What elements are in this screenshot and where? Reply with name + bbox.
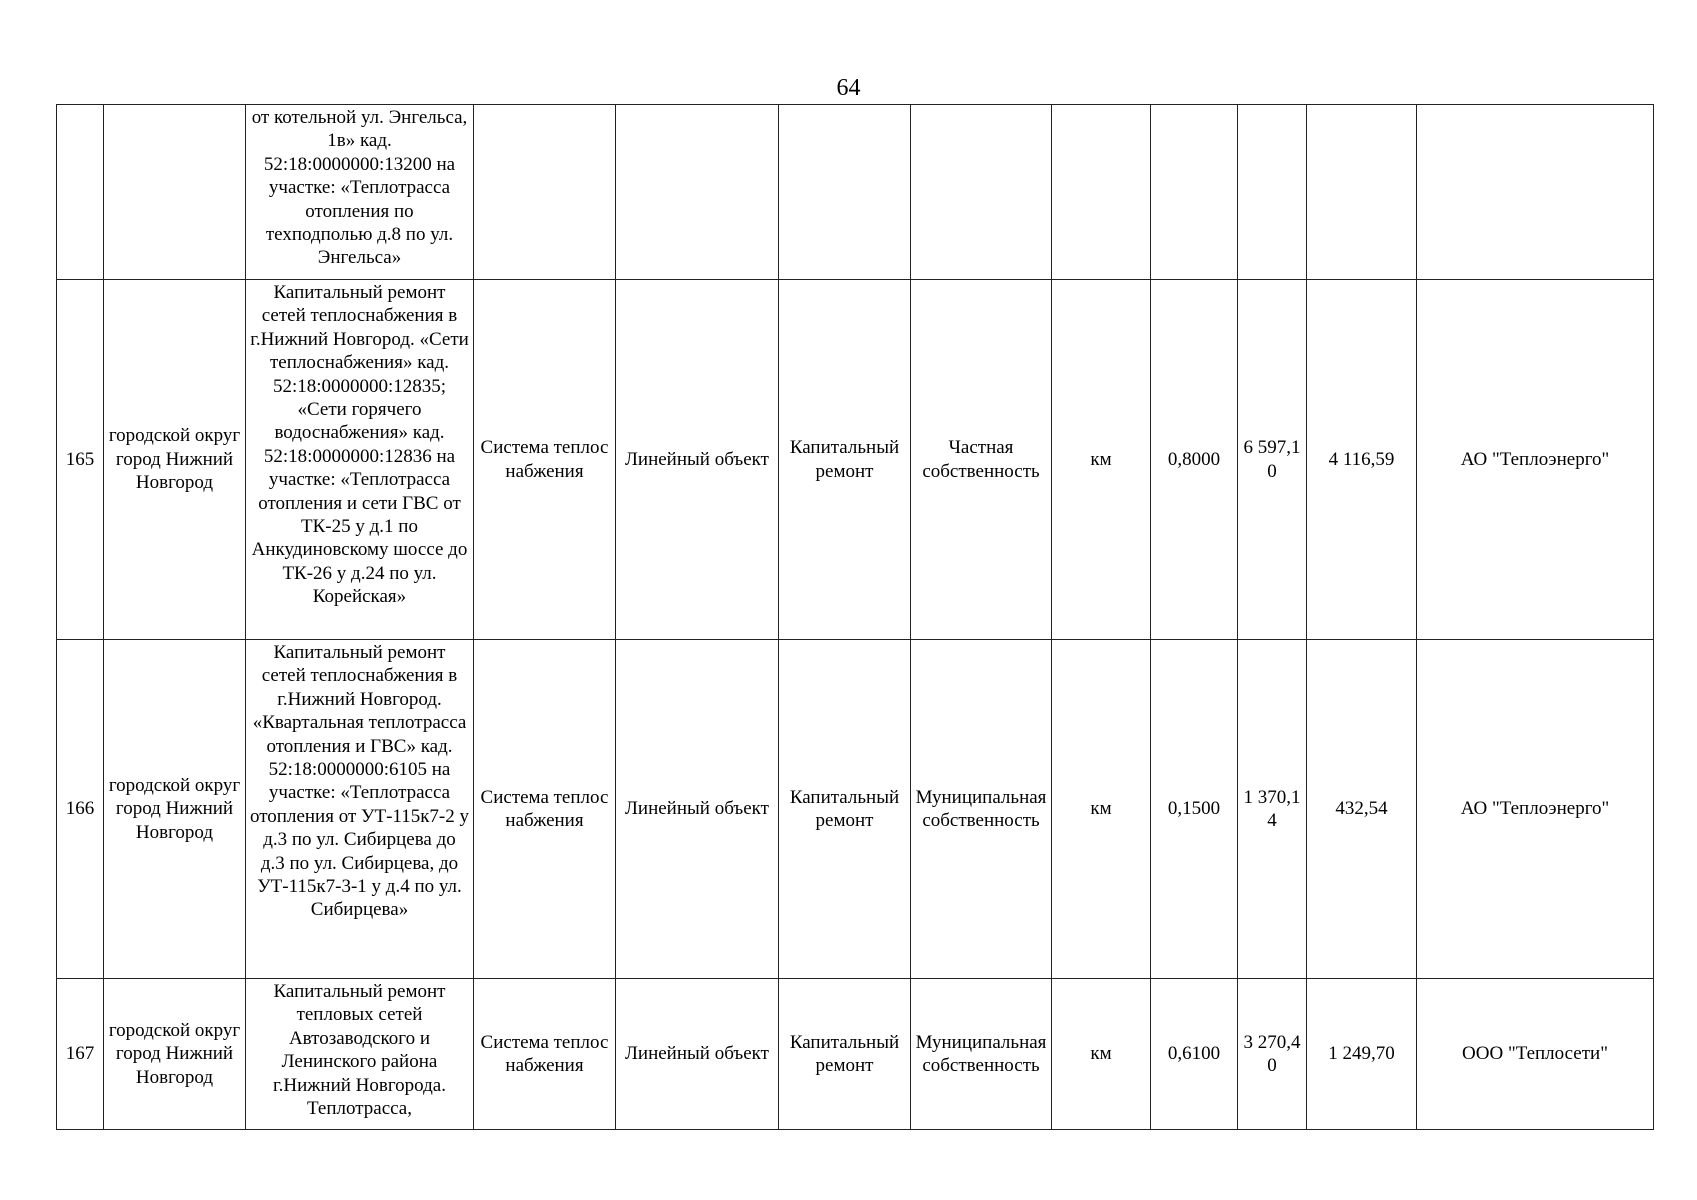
length-cell: 0,8000 (1151, 280, 1238, 640)
description-cell: Капитальный ремонт сетей теплоснабжения в г.Нижний Новгород. «Квартальная теплотрасса отопления и ГВС» кад. 52:18:0000000:6105 на участке: «Теплотрасса отопления от УТ-115к7-2 у д.3 по ул. Сибирцева до д.3 по ул. Сибирцева, до УТ-115к7-3-1 у д.4 по ул. Сибирцева» (246, 640, 474, 979)
work-type-cell: Капитальный ремонт (779, 979, 911, 1130)
description-cell: от котельной ул. Энгельса, 1в» кад. 52:18:0000000:13200 на участке: «Теплотрасса отопления по техподполью д.8 по ул. Энгельса» (246, 105, 474, 280)
table-row (57, 105, 1654, 280)
amount-cell: 4 116,59 (1307, 280, 1417, 640)
length-cell (1151, 105, 1238, 280)
row-number-cell: 166 (57, 640, 104, 979)
cost-cell (1238, 105, 1307, 280)
ownership-cell: Муниципальная собственность (911, 640, 1052, 979)
length-cell: 0,1500 (1151, 640, 1238, 979)
amount-cell: 1 249,70 (1307, 979, 1417, 1130)
object-type-cell (616, 105, 779, 280)
organization-cell: ООО "Теплосети" (1417, 979, 1654, 1130)
cost-cell: 3 270,40 (1238, 979, 1307, 1130)
organization-cell: АО "Теплоэнерго" (1417, 280, 1654, 640)
territory-cell: городской округ город Нижний Новгород (104, 640, 246, 979)
object-type-cell: Линейный объект (616, 280, 779, 640)
object-type-cell: Линейный объект (616, 979, 779, 1130)
unit-cell: км (1052, 979, 1151, 1130)
organization-cell (1417, 105, 1654, 280)
system-cell: Система теплоснабжения (474, 979, 616, 1130)
page-number: 64 (836, 75, 861, 101)
unit-cell: км (1052, 640, 1151, 979)
works-table (56, 104, 1654, 1130)
row-number-cell: 167 (57, 979, 104, 1130)
table-row (57, 979, 1654, 1130)
cost-cell: 6 597,10 (1238, 280, 1307, 640)
row-number-cell (57, 105, 104, 280)
work-type-cell (779, 105, 911, 280)
table-row (57, 640, 1654, 979)
object-type-cell: Линейный объект (616, 640, 779, 979)
system-cell: Система теплоснабжения (474, 640, 616, 979)
organization-cell: АО "Теплоэнерго" (1417, 640, 1654, 979)
amount-cell (1307, 105, 1417, 280)
table-row (57, 280, 1654, 640)
ownership-cell: Частная собственность (911, 280, 1052, 640)
description-cell: Капитальный ремонт сетей теплоснабжения в г.Нижний Новгород. «Сети теплоснабжения» кад. 52:18:0000000:12835; «Сети горячего водоснабжения» кад. 52:18:0000000:12836 на участке: «Теплотрасса отопления и сети ГВС от ТК-25 у д.1 по Анкудиновскому шоссе до ТК-26 у д.24 по ул. Корейская» (246, 280, 474, 640)
length-cell: 0,6100 (1151, 979, 1238, 1130)
description-cell: Капитальный ремонт тепловых сетей Автозаводского и Ленинского района г.Нижний Новгорода. Теплотрасса, (246, 979, 474, 1130)
unit-cell: км (1052, 280, 1151, 640)
row-number-cell: 165 (57, 280, 104, 640)
unit-cell (1052, 105, 1151, 280)
cost-cell: 1 370,14 (1238, 640, 1307, 979)
amount-cell: 432,54 (1307, 640, 1417, 979)
ownership-cell: Муниципальная собственность (911, 979, 1052, 1130)
system-cell: Система теплоснабжения (474, 280, 616, 640)
territory-cell: городской округ город Нижний Новгород (104, 979, 246, 1130)
territory-cell (104, 105, 246, 280)
ownership-cell (911, 105, 1052, 280)
territory-cell: городской округ город Нижний Новгород (104, 280, 246, 640)
work-type-cell: Капитальный ремонт (779, 640, 911, 979)
system-cell (474, 105, 616, 280)
work-type-cell: Капитальный ремонт (779, 280, 911, 640)
